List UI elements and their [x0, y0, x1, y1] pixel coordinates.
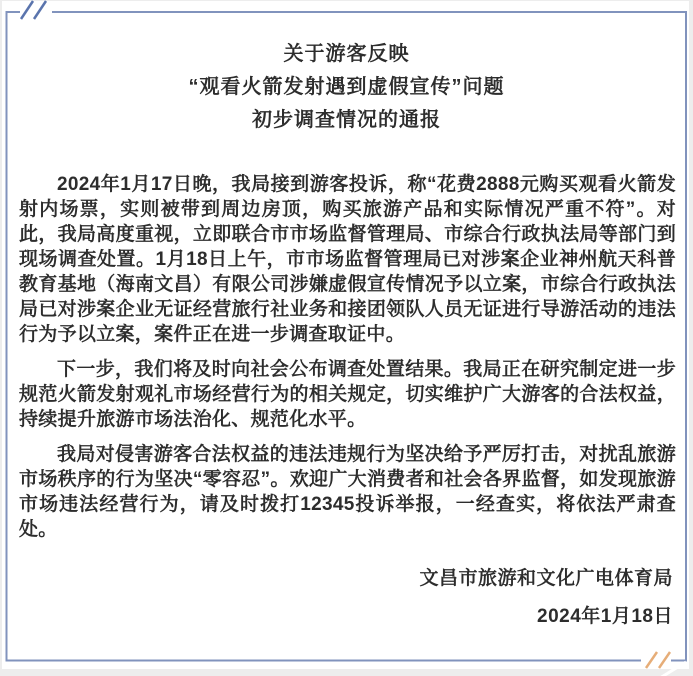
notice-signature	[19, 560, 673, 636]
notice-body	[19, 172, 676, 552]
title-line-3: 初步调查情况的通报	[252, 109, 441, 131]
signature-date: 2024年1月18日	[537, 606, 673, 627]
title-line-1: 关于游客反映	[283, 43, 410, 65]
paragraph-enforcement: 我局对侵害游客合法权益的违法违规行为坚决给予严厉打击，对扰乱旅游市场秩序的行为坚决“零容忍”。欢迎广大消费者和社会各界监督，如发现旅游市场违法经营行为，请及时拨打12345投诉举报，一经查实，将依法严肃查处。	[19, 444, 676, 540]
paragraph-incident: 2024年1月17日晚，我局接到游客投诉，称“花费2888元购买观看火箭发射内场票，实则被带到周边房顶，购买旅游产品和实际情况严重不符”。对此，我局高度重视，立即联合市市场监督管理局、市综合行政执法局等部门到现场调查处置。1月18日上午，市市场监督管理局已对涉案企业神州航天科普教育基地（海南文昌）有限公司涉嫌虚假宣传情况予以立案，市综合行政执法局已对涉案企业无证经营旅行社业务和接团领队人员无证进行导游活动的违法行为予以立案，案件正在进一步调查取证中。	[19, 174, 676, 345]
title-line-2: “观看火箭发射遇到虚假宣传”问题	[188, 76, 505, 98]
paragraph-next-steps: 下一步，我们将及时向社会公布调查处置结果。我局正在研究制定进一步规范火箭发射观礼市场经营行为的相关规定，切实维护广大游客的合法权益，持续提升旅游市场法治化、规范化水平。	[19, 359, 676, 430]
signature-org: 文昌市旅游和文化广电体育局	[419, 568, 673, 589]
notice-title	[0, 38, 693, 137]
